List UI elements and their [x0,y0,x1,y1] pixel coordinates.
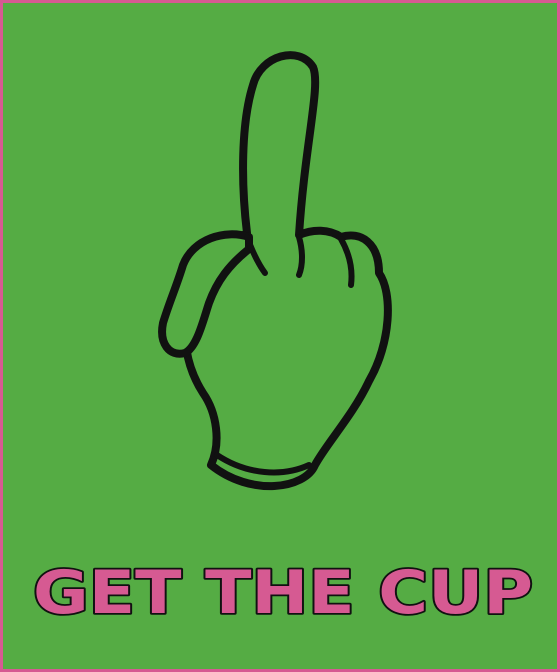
middle-finger-hand-icon [162,55,388,486]
knuckle-line-1 [299,237,302,275]
poster-artwork [3,3,560,672]
caption-text: GET THE CUP [33,558,533,628]
